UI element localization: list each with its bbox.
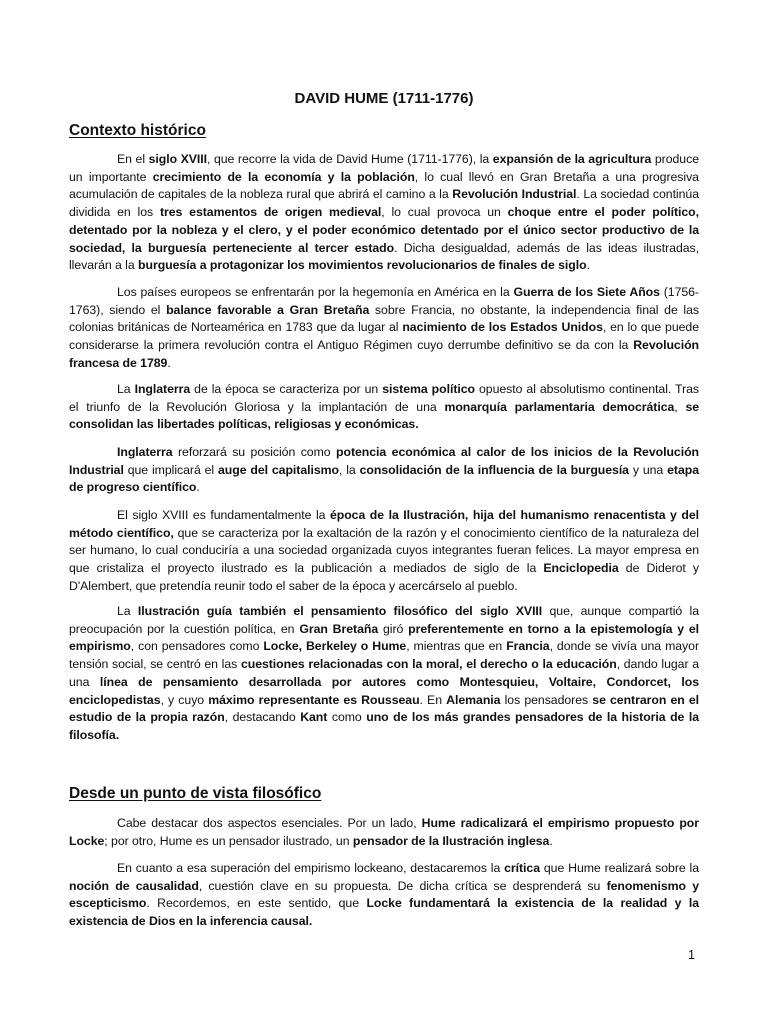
bold-text-run: monarquía parlamentaria democrática xyxy=(444,399,675,414)
text-run: , dando lugar a una xyxy=(69,657,699,689)
text-run: . En xyxy=(419,692,447,707)
bold-text-run: máximo representante es Rousseau xyxy=(208,692,420,707)
bold-text-run: Inglaterra xyxy=(134,382,191,396)
paragraph xyxy=(69,284,699,373)
text-run: , con pensadores como xyxy=(130,639,264,654)
text-run: como xyxy=(327,710,367,725)
bold-text-run: Revolución Industrial xyxy=(452,187,577,202)
text-run: los pensadores xyxy=(500,692,593,707)
section-heading-historical-context: Contexto histórico xyxy=(69,122,206,139)
bold-text-run: auge del capitalismo xyxy=(217,462,339,477)
text-run: produce un importante xyxy=(69,152,699,184)
text-run: El siglo XVIII es fundamentalmente la xyxy=(117,508,330,522)
bold-text-run: tres estamentos de origen medieval xyxy=(159,205,382,220)
text-run: , mientras que en xyxy=(406,639,507,654)
text-run: de Diderot y D'Alembert, que pretendía reunir todo el saber de la época y acercárselo al pueblo. xyxy=(69,561,699,593)
paragraph xyxy=(69,603,699,745)
text-run: sobre Francia, no obstante, la independencia final de las colonias británicas de Norteamérica en 1783 que da lugar al xyxy=(69,302,699,335)
bold-text-run: Ilustración guía también el pensamiento filosófico del siglo XVIII xyxy=(137,604,543,618)
text-run: La xyxy=(117,604,138,618)
section-heading-philosophical-view: Desde un punto de vista filosófico xyxy=(69,785,322,802)
bold-text-run: pensador de la Ilustración inglesa xyxy=(352,833,550,848)
bold-text-run: choque entre el poder político, detentado por la nobleza y el clero, y el poder económico detentado por el único sector productivo de la sociedad, la burguesía perteneciente al tercer estado xyxy=(69,205,699,255)
paragraph xyxy=(69,860,699,931)
bold-text-run: Revolución francesa de 1789 xyxy=(69,338,699,370)
bold-text-run: potencia económica al calor de los inicios de la Revolución Industrial xyxy=(69,445,700,477)
bold-text-run: uno de los más grandes pensadores de la historia de la filosofía. xyxy=(69,710,700,742)
text-run: , en lo que puede considerarse la primera revolución contra el Antiguo Régimen cuyo derrumbe definitivo se da con la xyxy=(69,320,699,353)
paragraph xyxy=(69,815,699,850)
paragraph xyxy=(69,507,699,596)
bold-text-run: noción de causalidad xyxy=(69,878,199,893)
bold-text-run: Locke fundamentará la existencia de la realidad y la existencia de Dios en la inferencia causal. xyxy=(69,896,699,929)
bold-text-run: época de la Ilustración, hija del humanismo renacentista y del método científico, xyxy=(69,508,699,540)
text-run: , donde se vivía una mayor tensión social, se centró en las xyxy=(69,639,699,672)
text-run: , lo cual llevó en Gran Bretaña a una progresiva acumulación de capitales de la nobleza rural que abrirá el camino a la xyxy=(69,169,699,202)
text-run: En cuanto a esa superación del empirismo lockeano, destacaremos la xyxy=(117,861,505,875)
text-run: , destacando xyxy=(224,710,301,725)
bold-text-run: crecimiento de la economía y la población xyxy=(152,169,415,184)
text-run: que Hume realizará sobre la xyxy=(540,861,699,875)
text-run: ; por otro, Hume es un pensador ilustrado, un xyxy=(104,833,353,848)
bold-text-run: Kant xyxy=(300,710,328,725)
bold-text-run: siglo XVIII xyxy=(148,152,208,166)
bold-text-run: nacimiento de los Estados Unidos xyxy=(402,320,603,335)
text-run: , y cuyo xyxy=(160,692,209,707)
page-number: 1 xyxy=(688,948,695,962)
text-run: de la época se caracteriza por un xyxy=(190,382,383,396)
text-run: Los países europeos se enfrentarán por la hegemonía en América en la xyxy=(117,285,514,299)
text-run: Cabe destacar dos aspectos esenciales. Por un lado, xyxy=(117,816,422,830)
text-run: opuesto al absolutismo continental. Tras el triunfo de la Revolución Gloriosa y la implantación de una xyxy=(69,382,699,414)
text-run: , la xyxy=(338,462,360,477)
text-run: . xyxy=(586,258,590,273)
bold-text-run: se centraron en el estudio de la propia razón xyxy=(69,692,700,725)
paragraph xyxy=(69,444,699,497)
document-page xyxy=(69,0,699,1024)
bold-text-run: Francia xyxy=(506,639,550,654)
bold-text-run: cuestiones relacionadas con la moral, el derecho o la educación xyxy=(240,657,617,672)
bold-text-run: Gran Bretaña xyxy=(299,621,379,636)
bold-text-run: consolidación de la influencia de la burguesía xyxy=(359,462,629,477)
text-run: , xyxy=(674,399,686,414)
paragraph xyxy=(69,151,699,275)
bold-text-run: se consolidan las libertades políticas, religiosas y económicas. xyxy=(69,399,700,432)
text-run: que, aunque compartió la preocupación por la cuestión política, en xyxy=(69,604,699,636)
text-run: (1756-1763), siendo el xyxy=(69,285,699,317)
text-run: , lo cual provoca un xyxy=(381,205,508,220)
text-run: . xyxy=(167,355,171,370)
paragraph xyxy=(69,381,699,434)
bold-text-run: balance favorable a Gran Bretaña xyxy=(166,302,370,317)
text-run: . xyxy=(549,833,553,848)
bold-text-run: Inglaterra xyxy=(117,445,173,459)
document-title: DAVID HUME (1711-1776) xyxy=(294,90,474,107)
text-run: que implicará el xyxy=(123,462,218,477)
bold-text-run: Alemania xyxy=(446,692,501,707)
bold-text-run: sistema político xyxy=(382,382,475,396)
text-run: . La sociedad continúa dividida en los xyxy=(69,187,699,220)
bold-text-run: Guerra de los Siete Años xyxy=(513,285,660,299)
text-run: y una xyxy=(628,462,668,477)
bold-text-run: burguesía a protagonizar los movimientos revolucionarios de finales de siglo xyxy=(138,258,587,273)
text-run: . xyxy=(196,480,200,495)
text-run: giró xyxy=(378,621,409,636)
text-run: . Recordemos, en este sentido, que xyxy=(146,896,367,911)
bold-text-run: línea de pensamiento desarrollada por autores como Montesquieu, Voltaire, Condorcet, los enciclopedistas xyxy=(69,674,700,707)
text-run: que se caracteriza por la exaltación de la razón y el conocimiento científico de la naturaleza del ser humano, lo cual conduciría a una sociedad organizada cuyos integrantes fueran felices. La mayor empresa en que cristaliza el proyecto ilustrado es la publicación a mediados de siglo de la xyxy=(69,525,699,576)
bold-text-run: Locke, Berkeley o Hume xyxy=(263,639,407,654)
bold-text-run: fenomenismo y escepticismo xyxy=(69,878,699,911)
bold-text-run: preferentemente en torno a la epistemología y el empirismo xyxy=(69,621,699,654)
bold-text-run: Enciclopedia xyxy=(543,561,619,576)
text-run: reforzará su posición como xyxy=(172,445,337,459)
bold-text-run: Hume radicalizará el empirismo propuesto por Locke xyxy=(69,816,699,848)
text-run: En el xyxy=(117,152,149,166)
text-run: , que recorre la vida de David Hume (1711-1776), la xyxy=(207,152,493,166)
text-run: , cuestión clave en su propuesta. De dicha crítica se desprenderá su xyxy=(198,878,607,893)
text-run: La xyxy=(117,382,135,396)
bold-text-run: expansión de la agricultura xyxy=(492,152,652,166)
bold-text-run: crítica xyxy=(504,861,541,875)
text-run: . Dicha desigualdad, además de las ideas ilustradas, llevarán a la xyxy=(69,240,700,273)
bold-text-run: etapa de progreso científico xyxy=(69,462,699,495)
